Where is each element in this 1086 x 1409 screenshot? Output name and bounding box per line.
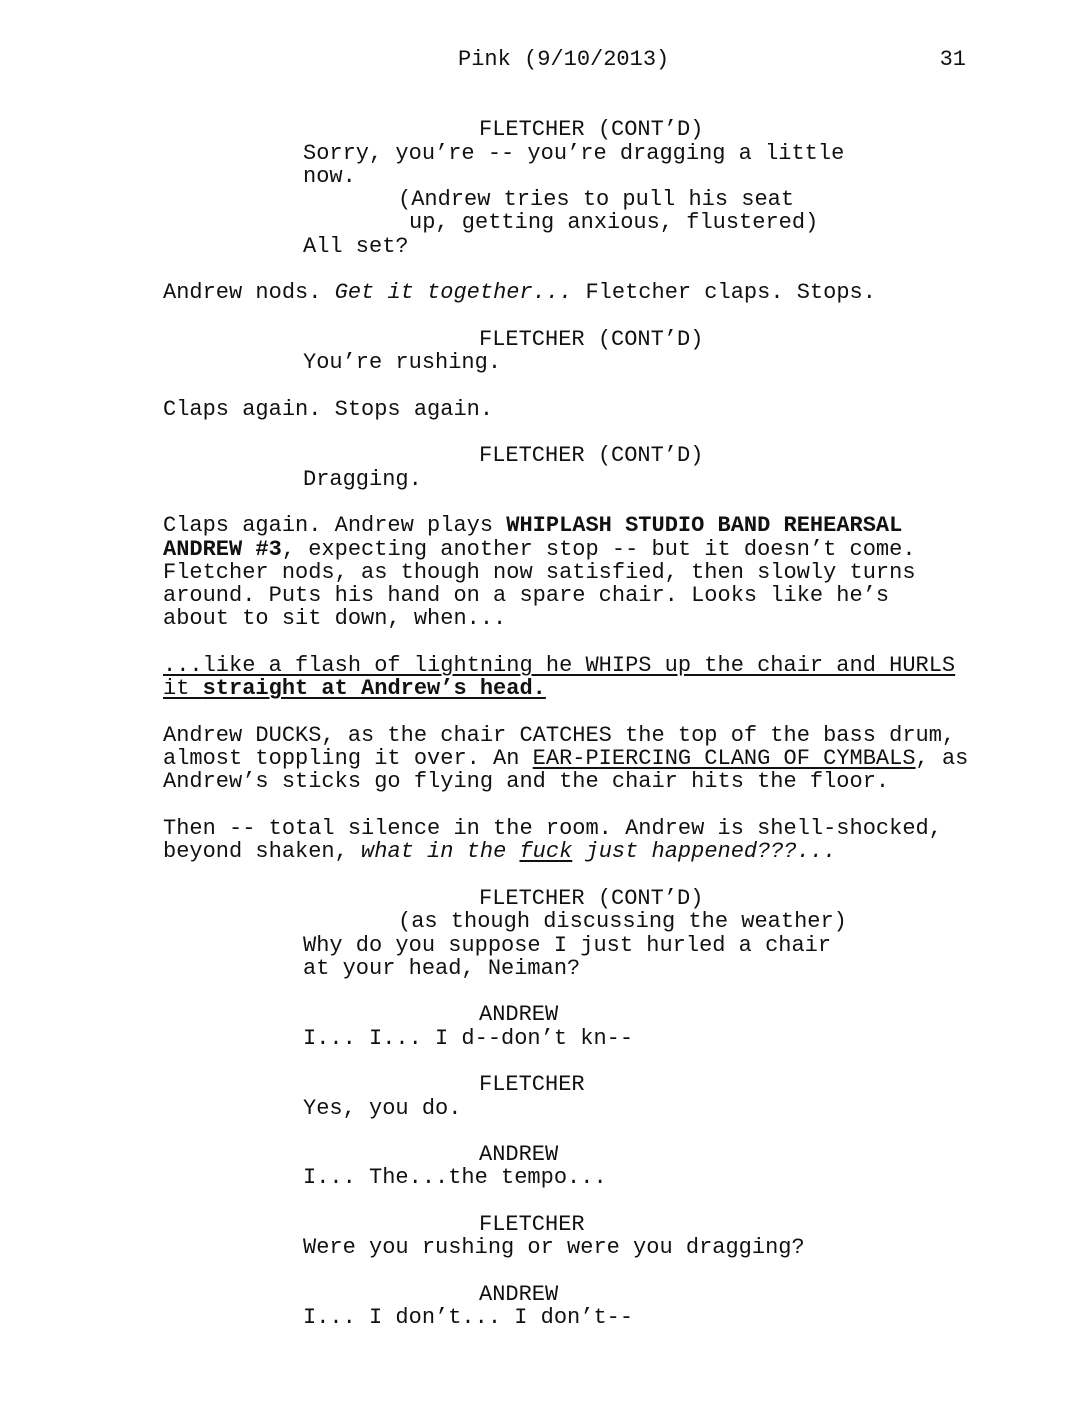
character-cue: ANDREW (479, 1142, 559, 1167)
music-cue-bold: ANDREW #3 (163, 537, 282, 562)
dialogue-line: I... I... I d--don’t kn-- (303, 1026, 634, 1051)
dialogue-line: You’re rushing. (303, 350, 502, 375)
dialogue-line: I... I don’t... I don’t-- (303, 1305, 634, 1330)
action-line (163, 514, 902, 537)
character-cue: FLETCHER (479, 1212, 585, 1237)
dialogue-line: I... The...the tempo... (303, 1165, 607, 1190)
character-cue: FLETCHER (CONT’D) (479, 117, 704, 142)
dialogue-line: Sorry, you’re -- you’re dragging a little (303, 141, 845, 166)
dialogue-line: Were you rushing or were you dragging? (303, 1235, 805, 1260)
character-cue: ANDREW (479, 1282, 559, 1307)
dialogue-line: All set? (303, 234, 409, 259)
action-italic-text: Get it together... (334, 280, 573, 305)
action-line (163, 281, 876, 304)
action-text: Fletcher claps. Stops. (572, 280, 876, 305)
action-italic-text: what in the (361, 839, 520, 864)
action-text: , expecting another stop -- but it doesn’t come. (281, 537, 916, 562)
action-text: almost toppling it over. An (163, 746, 533, 771)
action-bold-text: straight at Andrew’s head. (202, 676, 546, 701)
action-text: , as (915, 746, 969, 771)
action-line: Claps again. Stops again. (163, 397, 494, 422)
action-italic-underlined-text: fuck (519, 839, 573, 864)
action-italic-text: just happened???... (572, 839, 837, 864)
action-text: Claps again. Andrew plays (163, 513, 507, 538)
action-text: Andrew nods. (163, 280, 335, 305)
dialogue-line: Yes, you do. (303, 1096, 462, 1121)
dialogue-line: Why do you suppose I just hurled a chair (303, 933, 832, 958)
action-line: Then -- total silence in the room. Andrew is shell-shocked, (163, 816, 942, 841)
header-title: Pink (9/10/2013) (458, 47, 670, 72)
parenthetical: up, getting anxious, flustered) (409, 210, 819, 235)
dialogue-line: Dragging. (303, 467, 422, 492)
action-line (163, 747, 968, 770)
action-line (163, 538, 916, 561)
action-text: beyond shaken, (163, 839, 362, 864)
character-cue: FLETCHER (CONT’D) (479, 327, 704, 352)
page-header (0, 46, 1086, 74)
action-text: it (163, 676, 203, 701)
page-number: 31 (939, 47, 966, 72)
parenthetical: (as though discussing the weather) (398, 909, 847, 934)
dialogue-line: now. (303, 164, 356, 189)
sound-cue-underlined: EAR-PIERCING CLANG OF CYMBALS (532, 746, 916, 771)
action-line: Andrew’s sticks go flying and the chair hits the floor. (163, 769, 890, 794)
action-line: Fletcher nods, as though now satisfied, then slowly turns (163, 560, 916, 585)
character-cue: ANDREW (479, 1002, 559, 1027)
action-line: about to sit down, when... (163, 606, 507, 631)
character-cue: FLETCHER (CONT’D) (479, 886, 704, 911)
action-line (163, 840, 836, 863)
action-line-underlined (163, 677, 546, 700)
character-cue: FLETCHER (CONT’D) (479, 443, 704, 468)
dialogue-line: at your head, Neiman? (303, 956, 581, 981)
action-line-underlined: ...like a flash of lightning he WHIPS up the chair and HURLS (163, 653, 956, 678)
action-line: Andrew DUCKS, as the chair CATCHES the top of the bass drum, (163, 723, 956, 748)
music-cue-bold: WHIPLASH STUDIO BAND REHEARSAL (506, 513, 903, 538)
character-cue: FLETCHER (479, 1072, 585, 1097)
parenthetical: (Andrew tries to pull his seat (398, 187, 795, 212)
action-line: around. Puts his hand on a spare chair. Looks like he’s (163, 583, 890, 608)
